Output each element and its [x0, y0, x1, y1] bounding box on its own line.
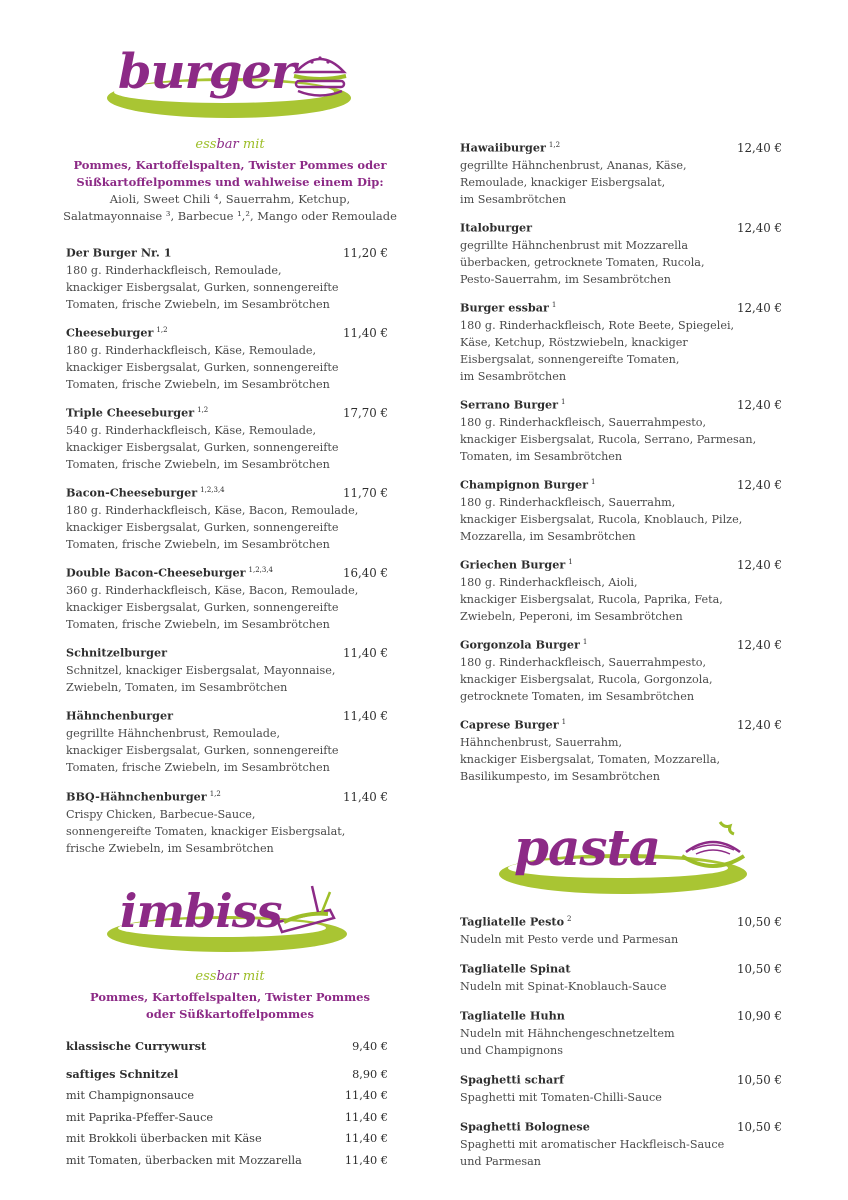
item-price: 11,70 € — [342, 485, 388, 500]
item-price: 11,40 € — [342, 325, 388, 340]
item-description: gegrillte Hähnchenbrust, Ananas, Käse, Remoulade, knackiger Eisbergsalat, im Sesambrötchen — [460, 158, 687, 206]
menu-item — [460, 1069, 782, 1106]
burger-intro — [40, 157, 420, 225]
item-description: Spaghetti mit Tomaten-Chilli-Sauce — [460, 1090, 662, 1104]
item-name: Serrano Burger $^1$ — [460, 397, 566, 412]
item-description: Spaghetti mit aromatischer Hackfleisch-Sauce und Parmesan — [460, 1137, 725, 1168]
item-name: Burger essbar $^1$ — [460, 300, 557, 315]
menu-item — [460, 911, 782, 948]
imbiss-row: saftiges Schnitzel 8,90 € — [66, 1067, 388, 1081]
imbiss-row: mit Champignonsauce 11,40 € — [66, 1089, 388, 1102]
menu-item — [460, 297, 782, 385]
item-name: Hawaiiburger $^{1,2}$ — [460, 140, 561, 155]
item-description: 180 g. Rinderhackfleisch, Aioli, knackiger Eisbergsalat, Rucola, Paprika, Feta, Zwiebeln, Peperoni, im Sesambrötchen — [460, 575, 723, 623]
item-description: 180 g. Rinderhackfleisch, Rote Beete, Spiegelei, Käse, Ketchup, Röstzwiebeln, knackiger Eisbergsalat, sonnengereifte Tomaten, im Sesambrötchen — [460, 318, 735, 383]
imbiss-intro — [40, 989, 420, 1023]
item-price: 11,20 € — [342, 245, 388, 260]
item-price: 12,40 € — [736, 140, 782, 155]
item-description: 540 g. Rinderhackfleisch, Käse, Remoulade, knackiger Eisbergsalat, Gurken, sonnengereifte Tomaten, frische Zwiebeln, im Sesambrötchen — [66, 423, 339, 471]
menu-item — [460, 714, 782, 785]
item-description: Schnitzel, knackiger Eisbergsalat, Mayonnaise, Zwiebeln, Tomaten, im Sesambrötchen — [66, 663, 336, 694]
item-name: Spaghetti Bolognese — [460, 1119, 590, 1134]
item-price: 10,50 € — [736, 1072, 782, 1087]
item-name: Tagliatelle Pesto $^2$ — [460, 914, 572, 929]
item-name: Spaghetti scharf — [460, 1072, 564, 1087]
imbiss-row: mit Tomaten, überbacken mit Mozzarella 11,40 € — [66, 1154, 388, 1167]
imbiss-logo-word: imbiss — [120, 884, 282, 938]
burger-icon — [290, 48, 350, 100]
item-description: 180 g. Rinderhackfleisch, Sauerrahmpesto, knackiger Eisbergsalat, Rucola, Gorgonzola, getrocknete Tomaten, im Sesambrötchen — [460, 655, 713, 703]
imbiss-intro-line1: Pommes, Kartoffelspalten, Twister Pommes — [90, 990, 370, 1004]
item-price: 12,40 € — [736, 637, 782, 652]
item-price: 17,70 € — [342, 405, 388, 420]
item-description: 360 g. Rinderhackfleisch, Käse, Bacon, Remoulade, knackiger Eisbergsalat, Gurken, sonnengereifte Tomaten, frische Zwiebeln, im Sesambrötchen — [66, 583, 359, 631]
item-description: gegrillte Hähnchenbrust mit Mozzarella überbacken, getrocknete Tomaten, Rucola, Pesto-Sauerrahm, im Sesambrötchen — [460, 238, 705, 286]
menu-item — [66, 705, 388, 776]
burger-logo — [104, 44, 354, 124]
item-name: Hähnchenburger — [66, 708, 173, 723]
item-description: Nudeln mit Hähnchengeschnetzeltem und Champignons — [460, 1026, 675, 1057]
item-price: 12,40 € — [736, 477, 782, 492]
item-description: 180 g. Rinderhackfleisch, Käse, Remoulade, knackiger Eisbergsalat, Gurken, sonnengereifte Tomaten, frische Zwiebeln, im Sesambrötchen — [66, 343, 339, 391]
item-name: Griechen Burger $^1$ — [460, 557, 573, 572]
burger-intro-line4: Salatmayonnaise ³, Barbecue ¹,², Mango oder Remoulade — [63, 209, 397, 223]
menu-item — [66, 322, 388, 393]
item-description: 180 g. Rinderhackfleisch, Remoulade, knackiger Eisbergsalat, Gurken, sonnengereifte Tomaten, frische Zwiebeln, im Sesambrötchen — [66, 263, 339, 311]
item-description: Crispy Chicken, Barbecue-Sauce, sonnengereifte Tomaten, knackiger Eisbergsalat, frische Zwiebeln, im Sesambrötchen — [66, 807, 346, 855]
imbiss-row: klassische Currywurst 9,40 € — [66, 1039, 388, 1053]
item-description: Hähnchenbrust, Sauerrahm, knackiger Eisbergsalat, Tomaten, Mozzarella, Basilikumpesto, im Sesambrötchen — [460, 735, 721, 783]
menu-item — [460, 1116, 782, 1170]
item-price: 10,50 € — [736, 961, 782, 976]
burger-intro-line2: Süßkartoffelpommes und wahlweise einem Dip: — [76, 175, 384, 189]
item-price: 10,50 € — [736, 1119, 782, 1134]
item-name: Champignon Burger $^1$ — [460, 477, 596, 492]
menu-item — [460, 137, 782, 208]
imbiss-logo — [104, 880, 350, 956]
menu-item — [66, 642, 388, 696]
item-name: Double Bacon-Cheeseburger $^{1,2,3,4}$ — [66, 565, 274, 580]
item-name: Triple Cheeseburger $^{1,2}$ — [66, 405, 209, 420]
item-name: Schnitzelburger — [66, 645, 167, 660]
burger-intro-line1: Pommes, Kartoffelspalten, Twister Pommes oder — [73, 158, 387, 172]
item-name: Gorgonzola Burger $^1$ — [460, 637, 588, 652]
pasta-logo — [496, 816, 750, 900]
item-price: 11,40 € — [342, 645, 388, 660]
menu-item — [460, 394, 782, 465]
imbiss-essbar-tagline: essbar mit — [195, 969, 265, 984]
menu-item — [66, 402, 388, 473]
item-name: Tagliatelle Spinat — [460, 961, 571, 976]
item-price: 12,40 € — [736, 300, 782, 315]
currywurst-icon — [272, 882, 342, 938]
menu-item — [460, 958, 782, 995]
menu-item — [460, 217, 782, 288]
item-name: Tagliatelle Huhn — [460, 1008, 565, 1023]
item-name: Caprese Burger $^1$ — [460, 717, 567, 732]
imbiss-intro-line2: oder Süßkartoffelpommes — [146, 1007, 314, 1021]
pasta-logo-word: pasta — [514, 818, 661, 877]
item-description: 180 g. Rinderhackfleisch, Sauerrahm, knackiger Eisbergsalat, Rucola, Knoblauch, Pilze, Mozzarella, im Sesambrötchen — [460, 495, 743, 543]
item-name: Cheeseburger $^{1,2}$ — [66, 325, 168, 340]
imbiss-row: mit Brokkoli überbacken mit Käse 11,40 € — [66, 1132, 388, 1145]
item-price: 12,40 € — [736, 397, 782, 412]
item-price: 12,40 € — [736, 717, 782, 732]
menu-item — [66, 562, 388, 633]
menu-item — [66, 242, 388, 313]
item-name: Italoburger — [460, 220, 533, 235]
pasta-plate-icon — [680, 818, 746, 878]
menu-item — [460, 1005, 782, 1059]
item-description: Nudeln mit Spinat-Knoblauch-Sauce — [460, 979, 667, 993]
menu-item — [460, 554, 782, 625]
burger-logo-word: burger — [118, 44, 296, 100]
item-description: 180 g. Rinderhackfleisch, Käse, Bacon, Remoulade, knackiger Eisbergsalat, Gurken, sonnengereifte Tomaten, frische Zwiebeln, im Sesambrötchen — [66, 503, 359, 551]
item-description: 180 g. Rinderhackfleisch, Sauerrahmpesto, knackiger Eisbergsalat, Rucola, Serrano, Parmesan, Tomaten, im Sesambrötchen — [460, 415, 757, 463]
item-name: Bacon-Cheeseburger $^{1,2,3,4}$ — [66, 485, 225, 500]
item-price: 12,40 € — [736, 220, 782, 235]
menu-item — [460, 634, 782, 705]
item-price: 16,40 € — [342, 565, 388, 580]
burger-essbar-tagline: essbar mit — [195, 137, 265, 152]
item-price: 12,40 € — [736, 557, 782, 572]
burger-intro-line3: Aioli, Sweet Chili ⁴, Sauerrahm, Ketchup, — [109, 192, 351, 206]
item-price: 11,40 € — [342, 789, 388, 804]
item-name: Der Burger Nr. 1 — [66, 245, 172, 260]
menu-item — [66, 482, 388, 553]
item-price: 10,90 € — [736, 1008, 782, 1023]
item-price: 10,50 € — [736, 914, 782, 929]
item-description: Nudeln mit Pesto verde und Parmesan — [460, 932, 679, 946]
item-price: 11,40 € — [342, 708, 388, 723]
item-name: BBQ-Hähnchenburger $^{1,2}$ — [66, 789, 221, 804]
item-description: gegrillte Hähnchenbrust, Remoulade, knackiger Eisbergsalat, Gurken, sonnengereifte Tomaten, frische Zwiebeln, im Sesambrötchen — [66, 726, 339, 774]
imbiss-row: mit Paprika-Pfeffer-Sauce 11,40 € — [66, 1111, 388, 1124]
menu-item — [460, 474, 782, 545]
menu-item — [66, 786, 388, 857]
